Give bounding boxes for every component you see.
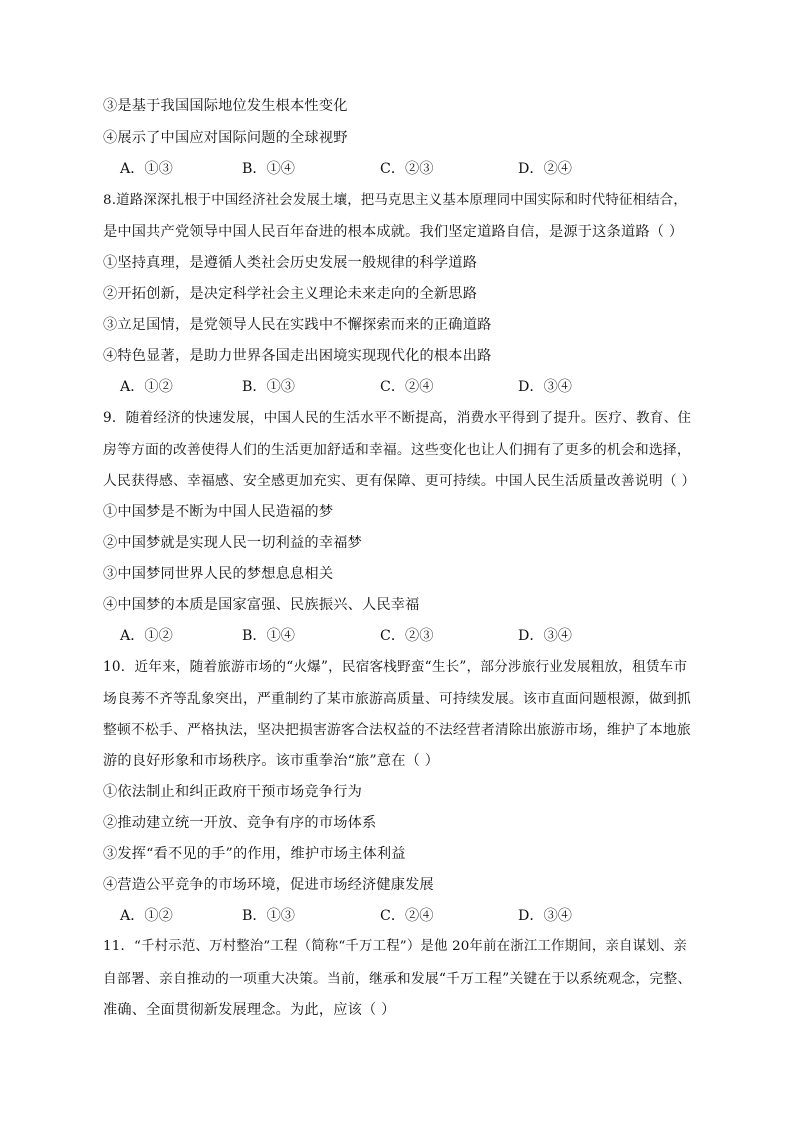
q9-stem-line-3: 人民获得感、幸福感、安全感更加充实、更有保障、更可持续。中国人民生活质量改善说明（ ） — [103, 473, 696, 489]
q9-options — [120, 626, 700, 646]
q7-options — [120, 159, 700, 179]
q8-option-d: D．③④ — [518, 379, 572, 395]
q9-stem-line-1: 9．随着经济的快速发展，中国人民的生活水平不断提高，消费水平得到了提升。医疗、教育、住 — [103, 410, 692, 426]
q10-item-4: ④营造公平竞争的市场环境，促进市场经济健康发展 — [103, 877, 434, 893]
q8-item-4: ④特色显著，是助力世界各国走出困境实现现代化的根本出路 — [103, 348, 492, 364]
q10-stem-line-2: 场良莠不齐等乱象突出，严重制约了某市旅游高质量、可持续发展。该市直面问题根源，做到抓 — [103, 691, 691, 707]
q9-item-4: ④中国梦的本质是国家富强、民族振兴、人民幸福 — [103, 597, 420, 613]
q8-stem-line-1: 8.道路深深扎根于中国经济社会发展土壤，把马克思主义基本原理同中国实际和时代特征相结合， — [103, 193, 687, 208]
q10-stem-line-1: 10．近年来，随着旅游市场的“火爆”，民宿客栈野蛮“生长”，部分涉旅行业发展粗放，租赁车市 — [103, 659, 688, 675]
q7-option-c: C．②③ — [380, 161, 434, 177]
q9-option-c: C．②③ — [380, 628, 434, 644]
q8-option-b: B．①③ — [242, 379, 295, 395]
q8-item-3: ③立足国情，是党领导人民在实践中不懈探索而来的正确道路 — [103, 317, 492, 333]
q9-option-d: D．③④ — [518, 628, 572, 644]
q9-item-1: ①中国梦是不断为中国人民造福的梦 — [103, 504, 334, 520]
q11-stem-line-1: 11．“千村示范、万村整治”工程（简称“千万工程”）是他 20年前在浙江工作期间，亲自谋划、亲 — [103, 939, 687, 954]
q8-option-a: A．①② — [120, 379, 173, 395]
q7-item-4: ④展示了中国应对国际问题的全球视野 — [103, 130, 348, 146]
q10-options — [120, 906, 700, 926]
q10-stem-line-3: 整顿不松手、严格执法，坚决把损害游客合法权益的不法经营者清除出旅游市场，维护了本地旅 — [103, 722, 691, 738]
q10-option-b: B．①③ — [242, 908, 295, 924]
q7-option-d: D．②④ — [518, 161, 572, 177]
q8-stem-line-2: 是中国共产党领导中国人民百年奋进的根本成就。我们坚定道路自信，是源于这条道路（ ） — [103, 224, 684, 240]
q7-item-3: ③是基于我国国际地位发生根本性变化 — [103, 98, 348, 114]
q8-option-c: C．②④ — [380, 379, 434, 395]
q10-item-2: ②推动建立统一开放、竞争有序的市场体系 — [103, 815, 377, 831]
q10-option-d: D．③④ — [518, 908, 572, 924]
q7-option-a: A．①③ — [120, 161, 173, 177]
q9-item-3: ③中国梦同世界人民的梦想息息相关 — [103, 566, 334, 582]
q9-option-b: B．①④ — [242, 628, 295, 644]
q7-option-b: B．①④ — [242, 161, 295, 177]
q8-item-1: ①坚持真理，是遵循人类社会历史发展一般规律的科学道路 — [103, 255, 478, 271]
q10-item-3: ③发挥“看不见的手”的作用，维护市场主体利益 — [103, 846, 406, 862]
q10-option-a: A．①② — [120, 908, 173, 924]
q9-item-2: ②中国梦就是实现人民一切利益的幸福梦 — [103, 535, 362, 551]
q10-option-c: C．②④ — [380, 908, 434, 924]
q9-stem-line-2: 房等方面的改善使得人们的生活更加舒适和幸福。这些变化也让人们拥有了更多的机会和选择， — [103, 442, 691, 458]
q11-stem-line-3: 准确、全面贯彻新发展理念。为此，应该（ ） — [103, 1002, 396, 1018]
q8-options — [120, 377, 700, 397]
q8-item-2: ②开拓创新，是决定科学社会主义理论未来走向的全新思路 — [103, 286, 478, 302]
q11-stem-line-2: 自部署、亲自推动的一项重大决策。当前，继承和发展“千万工程”关键在于以系统观念，完整、 — [103, 971, 692, 987]
q10-stem-line-4: 游的良好形象和市场秩序。该市重拳治“旅”意在（ ） — [103, 753, 440, 769]
q10-item-1: ①依法制止和纠正政府干预市场竞争行为 — [103, 784, 362, 800]
q9-option-a: A．①② — [120, 628, 173, 644]
